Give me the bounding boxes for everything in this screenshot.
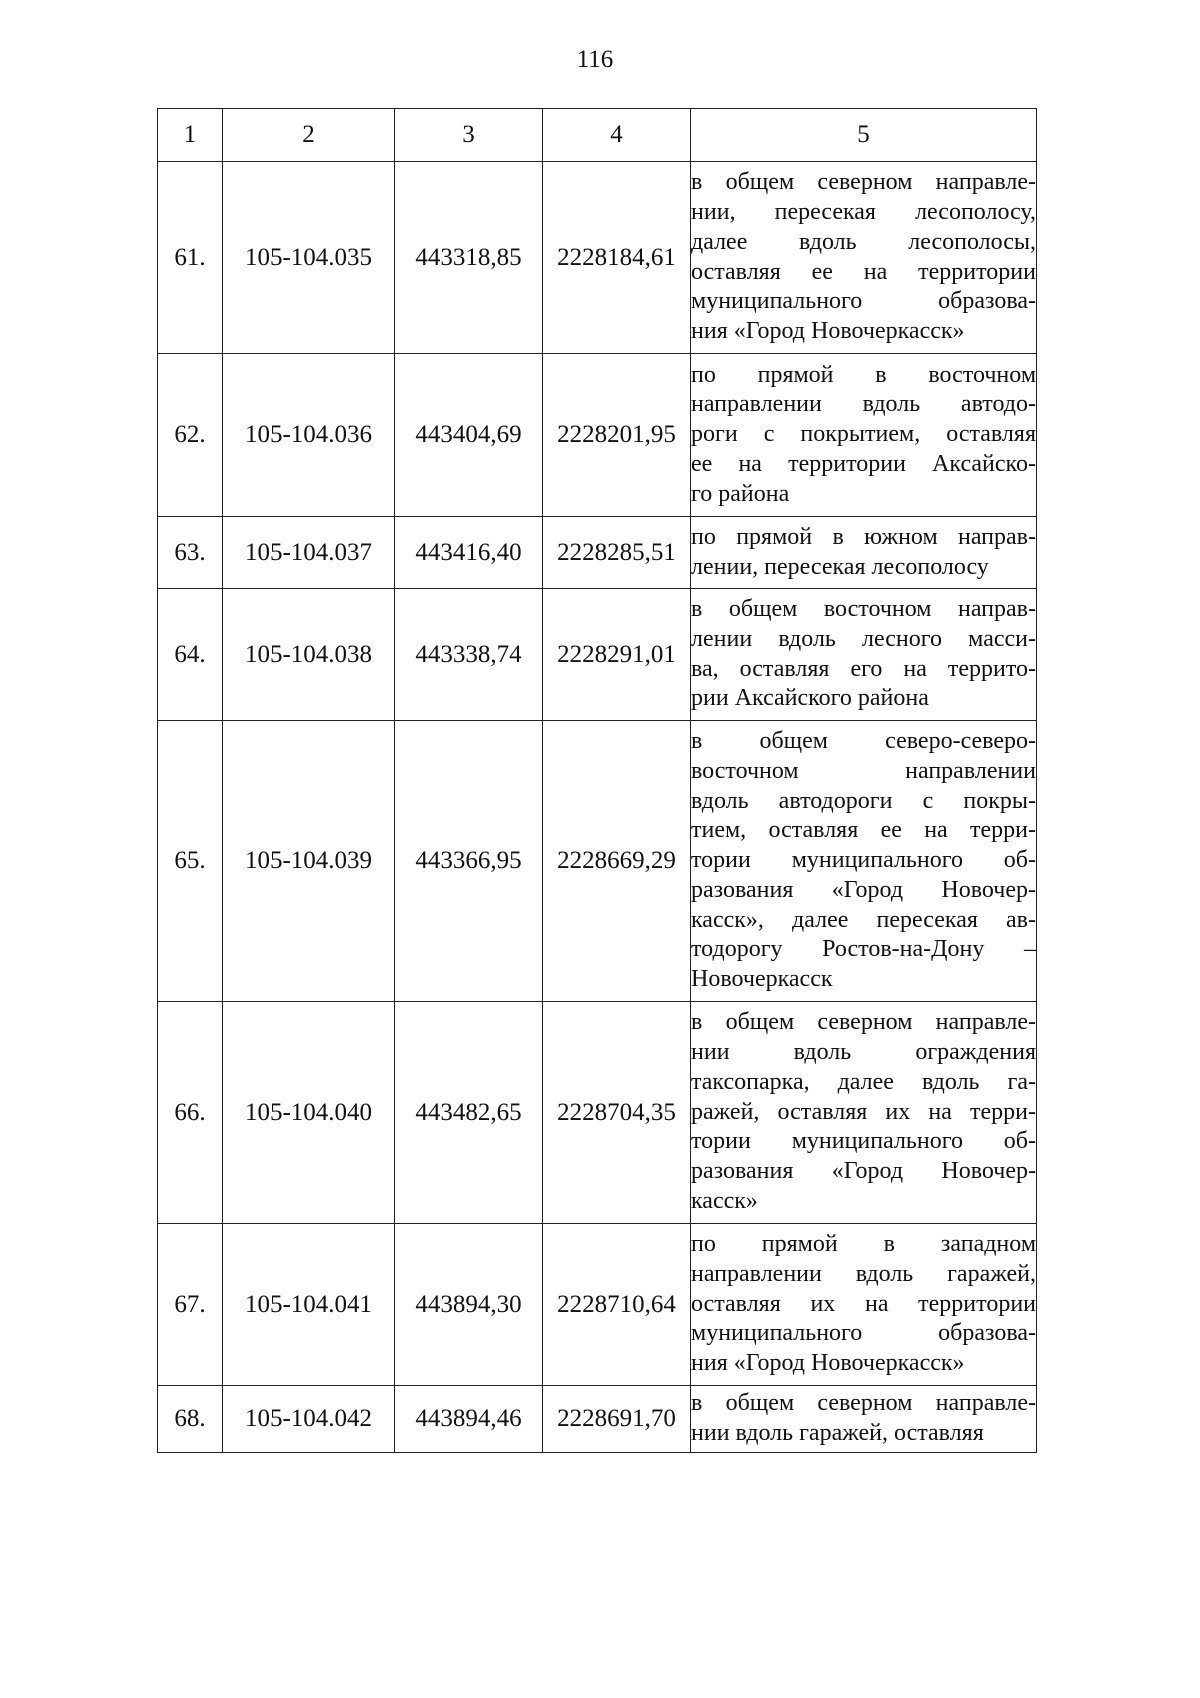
column-header-point: 2 — [223, 109, 395, 162]
table-row — [158, 517, 1037, 589]
description-line: в общем северо-северо- — [691, 727, 1036, 754]
row-number: 61. — [158, 162, 223, 354]
x-coordinate: 443482,65 — [395, 1002, 543, 1224]
description-line: ражей, оставляя их на терри- — [691, 1098, 1036, 1125]
description-line: тории муниципального об- — [691, 847, 1036, 874]
point-id: 105-104.041 — [223, 1224, 395, 1386]
y-coordinate: 2228710,64 — [543, 1224, 691, 1386]
point-id: 105-104.038 — [223, 589, 395, 721]
description-line: по прямой в восточном — [691, 361, 1036, 388]
column-header-y: 4 — [543, 109, 691, 162]
description-line: восточном направлении — [691, 757, 1036, 784]
description-line: разования «Город Новочер- — [691, 1158, 1036, 1185]
description-line: муниципального образова- — [691, 1320, 1036, 1347]
description-line: лении вдоль лесного масси- — [691, 625, 1036, 652]
route-description — [691, 1224, 1037, 1386]
page-number: 116 — [576, 46, 614, 73]
column-header-x: 3 — [395, 109, 543, 162]
description-line: тием, оставляя ее на терри- — [691, 817, 1036, 844]
description-line: касск», далее пересекая ав- — [691, 906, 1036, 933]
description-line: разования «Город Новочер- — [691, 876, 1036, 903]
description-line: в общем северном направле- — [691, 1009, 1036, 1036]
row-number: 67. — [158, 1224, 223, 1386]
x-coordinate: 443894,46 — [395, 1386, 543, 1453]
point-id: 105-104.036 — [223, 354, 395, 517]
description-line: оставляя их на территории — [691, 1290, 1036, 1317]
table-row — [158, 1386, 1037, 1453]
y-coordinate: 2228691,70 — [543, 1386, 691, 1453]
description-line: по прямой в западном — [691, 1231, 1036, 1257]
point-id: 105-104.037 — [223, 517, 395, 589]
description-line: направлении вдоль гаражей, — [691, 1260, 1036, 1287]
column-header-number: 1 — [158, 109, 223, 162]
column-header-description: 5 — [691, 109, 1037, 162]
description-line: по прямой в южном направ- — [691, 523, 1036, 550]
description-line: оставляя ее на территории — [691, 258, 1036, 285]
point-id: 105-104.039 — [223, 721, 395, 1002]
route-description — [691, 517, 1037, 589]
description-line: го района — [691, 480, 790, 507]
route-description — [691, 1002, 1037, 1224]
description-line: ния «Город Новочеркасск» — [691, 318, 965, 345]
table-row — [158, 162, 1037, 354]
route-description — [691, 721, 1037, 1002]
route-description — [691, 589, 1037, 721]
table-row — [158, 354, 1037, 517]
x-coordinate: 443318,85 — [395, 162, 543, 354]
x-coordinate: 443416,40 — [395, 517, 543, 589]
x-coordinate: 443894,30 — [395, 1224, 543, 1386]
route-description — [691, 162, 1037, 354]
x-coordinate: 443338,74 — [395, 589, 543, 721]
description-line: нии вдоль ограждения — [691, 1039, 1036, 1065]
row-number: 62. — [158, 354, 223, 517]
description-line: нии вдоль гаражей, оставляя — [691, 1420, 984, 1446]
description-line: ва, оставляя его на террито- — [691, 655, 1036, 682]
point-id: 105-104.042 — [223, 1386, 395, 1453]
description-line: тодорогу Ростов-на-Дону – — [691, 936, 1036, 963]
y-coordinate: 2228669,29 — [543, 721, 691, 1002]
route-description — [691, 354, 1037, 517]
description-line: ния «Город Новочеркасск» — [691, 1350, 965, 1377]
route-description — [691, 1386, 1037, 1453]
table-row — [158, 1002, 1037, 1224]
x-coordinate: 443404,69 — [395, 354, 543, 517]
y-coordinate: 2228184,61 — [543, 162, 691, 354]
y-coordinate: 2228704,35 — [543, 1002, 691, 1224]
description-line: рии Аксайского района — [691, 685, 929, 712]
table-header-row — [158, 109, 1037, 162]
y-coordinate: 2228285,51 — [543, 517, 691, 589]
table-row — [158, 721, 1037, 1002]
description-line: роги с покрытием, оставляя — [691, 421, 1036, 448]
table-body — [158, 162, 1037, 1453]
row-number: 65. — [158, 721, 223, 1002]
description-line: далее вдоль лесополосы, — [691, 228, 1036, 255]
description-line: в общем восточном направ- — [691, 595, 1036, 622]
description-line: муниципального образова- — [691, 288, 1036, 315]
description-line: вдоль автодороги с покры- — [691, 787, 1036, 814]
description-line: тории муниципального об- — [691, 1128, 1036, 1155]
point-id: 105-104.035 — [223, 162, 395, 354]
row-number: 66. — [158, 1002, 223, 1224]
description-line: направлении вдоль автодо- — [691, 391, 1036, 418]
row-number: 64. — [158, 589, 223, 721]
table-row — [158, 589, 1037, 721]
description-line: Новочеркасск — [691, 966, 833, 993]
description-line: таксопарка, далее вдоль га- — [691, 1068, 1036, 1095]
row-number: 63. — [158, 517, 223, 589]
x-coordinate: 443366,95 — [395, 721, 543, 1002]
description-line: в общем северном направле- — [691, 1390, 1036, 1417]
y-coordinate: 2228201,95 — [543, 354, 691, 517]
description-line: в общем северном направле- — [691, 169, 1036, 196]
description-line: лении, пересекая лесополосу — [691, 553, 989, 580]
boundary-coordinates-table — [157, 108, 1037, 1453]
y-coordinate: 2228291,01 — [543, 589, 691, 721]
description-line: касск» — [691, 1187, 758, 1214]
table-row — [158, 1224, 1037, 1386]
description-line: нии, пересекая лесополосу, — [691, 198, 1036, 225]
point-id: 105-104.040 — [223, 1002, 395, 1224]
description-line: ее на территории Аксайско- — [691, 450, 1036, 477]
row-number: 68. — [158, 1386, 223, 1453]
